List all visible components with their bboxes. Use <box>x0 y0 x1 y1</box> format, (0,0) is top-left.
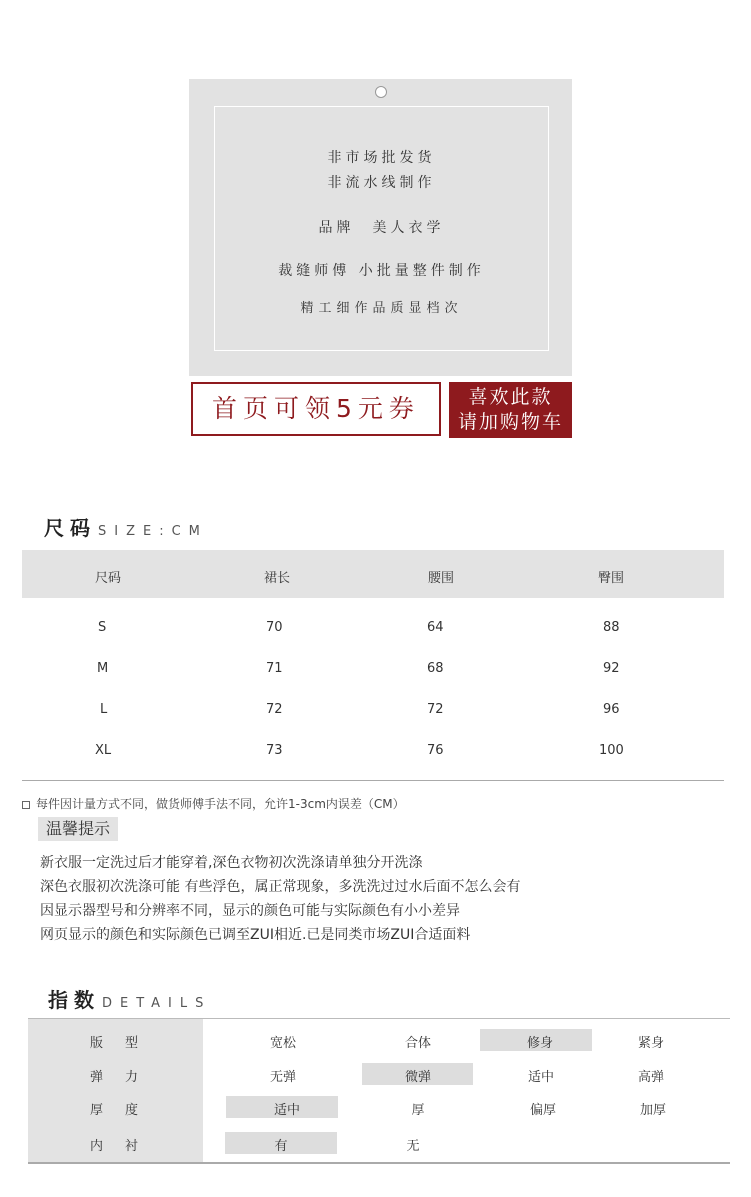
size-cell: 76 <box>427 743 444 758</box>
size-cell: 64 <box>427 620 444 635</box>
size-header-length: 裙长 <box>264 571 291 586</box>
tag-hole <box>375 86 387 98</box>
tag-line-2: 非流水线制作 <box>327 175 436 191</box>
details-bottom-rule <box>28 1162 730 1164</box>
detail-label-lining: 内衬 <box>90 1139 161 1154</box>
tips-line: 网页显示的颜色和实际颜色已调至ZUI相近.已是同类市场ZUI合适面料 <box>40 927 471 943</box>
size-cell: 88 <box>603 620 620 635</box>
detail-label-elasticity: 弹力 <box>90 1070 161 1085</box>
size-cell: 71 <box>266 661 283 676</box>
tag-line-1: 非市场批发货 <box>327 150 436 166</box>
size-cell: 92 <box>603 661 620 676</box>
size-cell: 72 <box>266 702 283 717</box>
detail-option: 紧身 <box>637 1036 665 1051</box>
tag-line-brand: 品牌 美人衣学 <box>318 220 445 236</box>
details-section-title <box>48 984 211 1013</box>
tag-line-3: 裁缝师傅 小批量整件制作 <box>278 263 485 279</box>
detail-label-thickness: 厚度 <box>90 1103 161 1118</box>
detail-option: 厚 <box>411 1103 425 1118</box>
size-title: 尺码 <box>44 516 96 540</box>
detail-option: 合体 <box>404 1036 432 1051</box>
size-cell: 68 <box>427 661 444 676</box>
tips-label: 温馨提示 <box>38 817 118 841</box>
size-cell: S <box>98 620 107 635</box>
size-cell: M <box>97 661 109 676</box>
detail-option-selected: 修身 <box>526 1036 554 1051</box>
details-title: 指数 <box>48 988 100 1012</box>
favorite-line-2: 请加购物车 <box>457 411 563 433</box>
size-header-size: 尺码 <box>95 571 122 586</box>
details-subtitle: DETAILS <box>102 996 212 1011</box>
size-cell: 96 <box>603 702 620 717</box>
detail-option: 无 <box>406 1139 420 1154</box>
size-cell: 70 <box>266 620 283 635</box>
detail-option-selected: 微弹 <box>404 1070 432 1085</box>
note-bullet-icon <box>22 801 30 809</box>
detail-option-selected: 有 <box>274 1139 288 1154</box>
detail-option: 无弹 <box>269 1070 297 1085</box>
size-cell: 72 <box>427 702 444 717</box>
measurement-note <box>22 795 405 812</box>
size-cell: 100 <box>599 743 624 758</box>
size-table-divider <box>22 780 724 781</box>
tag-inner-frame <box>214 106 549 351</box>
coupon-button[interactable]: 首页可领5元券 <box>191 382 441 436</box>
size-cell: L <box>100 702 108 717</box>
detail-option: 宽松 <box>269 1036 297 1051</box>
detail-label-fit: 版型 <box>90 1036 161 1051</box>
size-subtitle: SIZE:CM <box>98 524 208 539</box>
measurement-note-text: 每件因计量方式不同，做货师傅手法不同，允许1-3cm内误差（CM） <box>36 797 405 811</box>
favorite-line-1: 喜欢此款 <box>468 386 553 408</box>
size-header-hip: 臀围 <box>598 571 625 586</box>
tips-line: 深色衣服初次洗涤可能 有些浮色，属正常现象，多洗洗过过水后面不怎么会有 <box>40 879 521 895</box>
size-header-waist: 腰围 <box>428 571 455 586</box>
add-to-cart-banner[interactable] <box>449 382 572 438</box>
detail-option: 高弹 <box>637 1070 665 1085</box>
tips-line: 因显示器型号和分辨率不同，显示的颜色可能与实际颜色有小小差异 <box>40 903 460 919</box>
detail-option-selected: 适中 <box>273 1103 301 1118</box>
detail-option: 加厚 <box>639 1103 667 1118</box>
size-cell: XL <box>95 743 112 758</box>
product-tag-card <box>189 79 572 376</box>
tips-line: 新衣服一定洗过后才能穿着,深色衣物初次洗涤请单独分开洗涤 <box>40 855 423 871</box>
size-cell: 73 <box>266 743 283 758</box>
size-section-title <box>44 512 208 541</box>
tag-line-4: 精工细作品质显档次 <box>300 301 463 316</box>
detail-option: 适中 <box>527 1070 555 1085</box>
detail-option: 偏厚 <box>529 1103 557 1118</box>
